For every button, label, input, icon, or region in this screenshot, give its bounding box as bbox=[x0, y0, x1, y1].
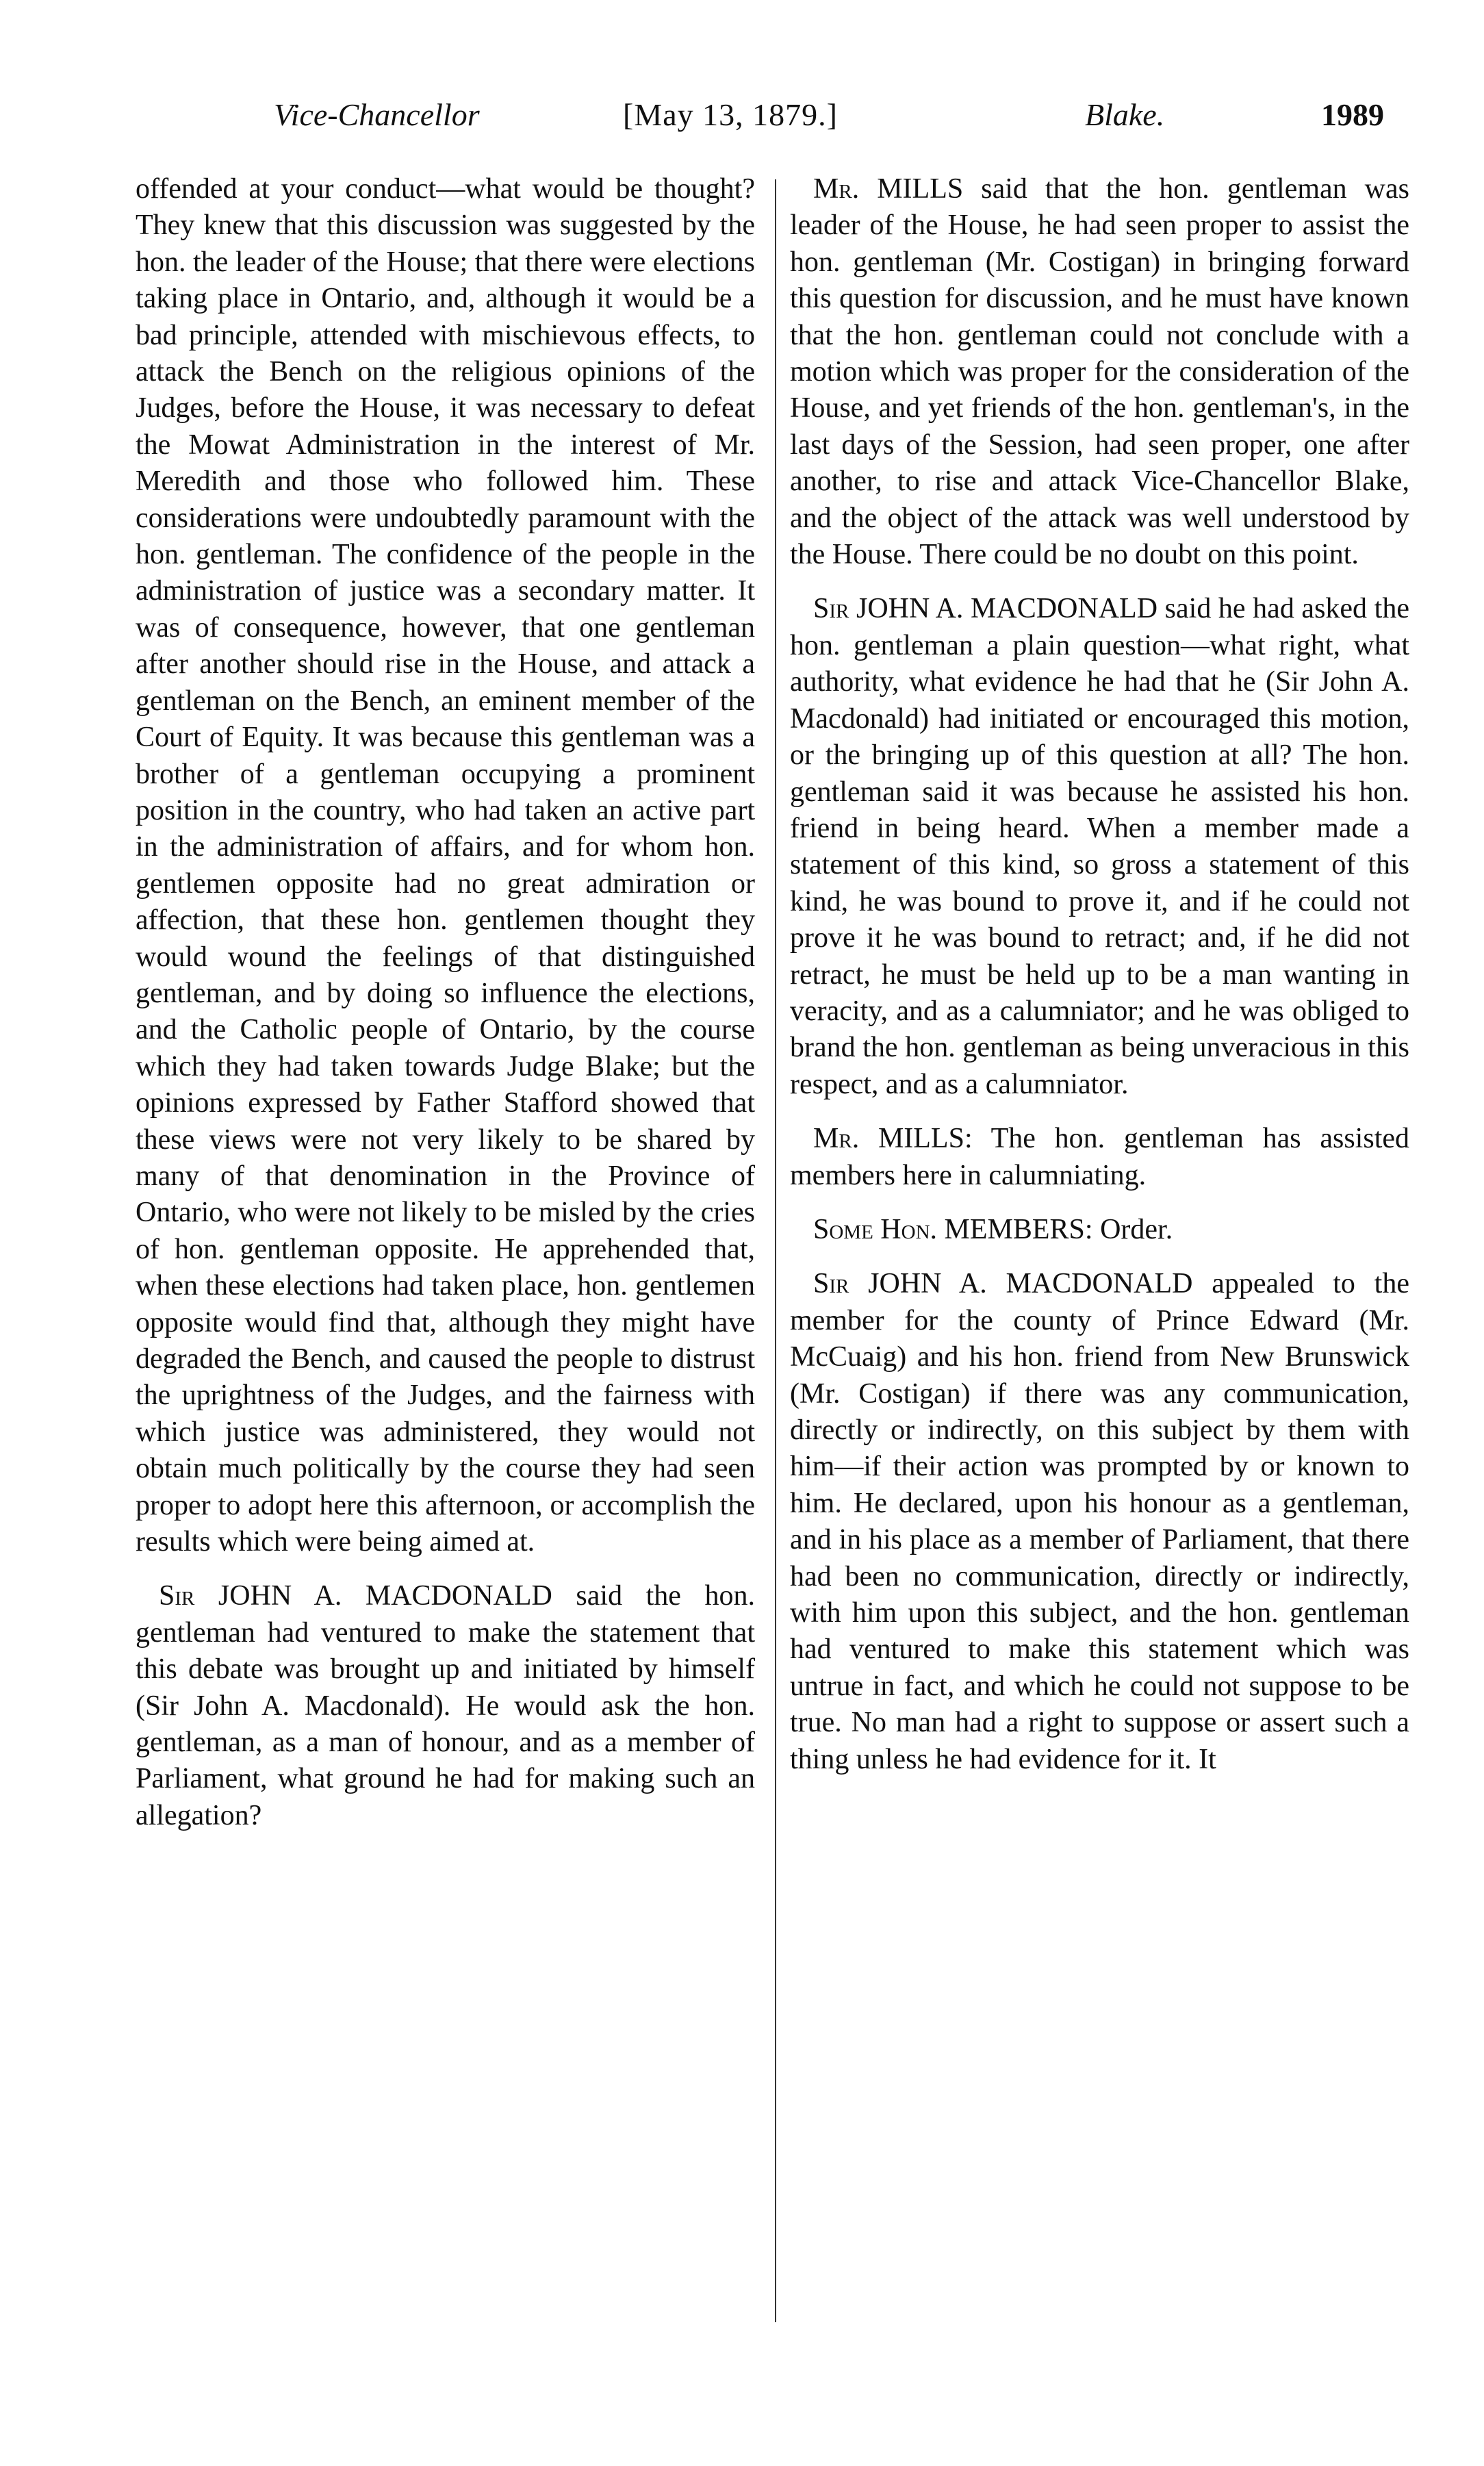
right-column bbox=[790, 171, 1409, 1778]
speaker-name: Mr. MILLS bbox=[813, 173, 964, 205]
left-column bbox=[136, 171, 755, 1834]
page-number: 1989 bbox=[1321, 97, 1384, 132]
speaker-name: Sir JOHN A. MACDONALD bbox=[159, 1580, 552, 1612]
speech-text: : Order. bbox=[1084, 1213, 1173, 1245]
header-date: [May 13, 1879.] bbox=[623, 97, 838, 132]
speech-text: : The hon. gentleman has assisted members here in calumniating. bbox=[790, 1123, 1410, 1191]
column-divider bbox=[775, 179, 776, 2322]
speech-text: said he had asked the hon. gentleman a plain question—what right, what authority, what evidence he had that he (Sir John A. Macdonald) had initiated or encouraged this motion, or the bringing up of this question at all? The hon. gentleman said it was because he assisted his hon. friend in being heard. When a member made a statement of this kind, so gross a statement of this kind, he was bound to prove it, and if he could not prove it he was bound to retract; and, if he did not retract, he must be held up to be a man wanting in veracity, and as a calumniator; and he was obliged to brand the hon. gentleman as being unveracious in this respect, and as a calumniator. bbox=[790, 593, 1409, 1100]
speech-text: appealed to the member for the county of Prince Edward (Mr. McCuaig) and his hon. friend from New Brunswick (Mr. Costigan) if there was any communication, directly or indirectly, on this subject by them with him—if their action was prompted by or known to him. He declared, upon his honour as a gentleman, and in his place as a member of Parliament, that there had been no communication, directly or indirectly, with him upon this subject, and the hon. gentleman had ventured to make this statement which was untrue in fact, and which he could not suppose to be true. No man had a right to suppose or assert such a thing unless he had evidence for it. It bbox=[790, 1268, 1409, 1775]
speech-text: said the hon. gentleman had ventured to make the statement that this debate was brought up and initiated by himself (Sir John A. Macdonald). He would ask the hon. gentleman, as a man of honour, and as a member of Parliament, what ground he had for making such an allegation? bbox=[136, 1580, 755, 1831]
paragraph-speech bbox=[790, 1121, 1409, 1194]
paragraph-speech bbox=[790, 1266, 1409, 1778]
speaker-name: Sir JOHN A. MACDONALD bbox=[813, 1268, 1193, 1300]
paragraph-continued: offended at your conduct—what would be thought? They knew that this discussion was suggested by the hon. the leader of the House; that there were elections taking place in Ontario, and, although it would be a bad principle, attended with mischievous effects, to attack the Bench on the religious opinions of the Judges, before the House, it was necessary to defeat the Mowat Administration in the interest of Mr. Meredith and those who followed him. These considerations were undoubtedly paramount with the hon. gentleman. The confidence of the people in the administration of justice was a secondary matter. It was of consequence, however, that one gentleman after another should rise in the House, and attack a gentleman on the Bench, an eminent member of the Court of Equity. It was because this gentleman was a brother of a gentleman occupying a prominent position in the country, who had taken an active part in the administration of affairs, and for whom hon. gentlemen opposite had no great admiration or affection, that these hon. gentlemen thought they would wound the feelings of that distinguished gentleman, and by doing so influence the elections, and the Catholic people of Ontario, by the course which they had taken towards Judge Blake; but the opinions expressed by Father Stafford showed that these views were not very likely to be shared by many of that denomination in the Province of Ontario, who were not likely to be misled by the cries of hon. gentleman opposite. He apprehended that, when these elections had taken place, hon. gentlemen opposite would find that, although they might have degraded the Bench, and caused the people to distrust the uprightness of the Judges, and the fairness with which justice was administered, they would not obtain much politically by the course they had seen proper to adopt here this afternoon, or accomplish the results which were being aimed at. bbox=[136, 173, 755, 1558]
speaker-name: Mr. MILLS bbox=[813, 1123, 964, 1155]
speech-text: said that the hon. gentleman was leader of the House, he had seen proper to assist the hon. gentleman (Mr. Costigan) in bringing forward this question for discussion, and he must have known that the hon. gentleman could not conclude with a motion which was proper for the consideration of the House, and yet friends of the hon. gentleman's, in the last days of the Session, had seen proper, one after another, to rise and attack Vice-Chancellor Blake, and the object of the attack was well understood by the House. There could be no doubt on this point. bbox=[790, 173, 1409, 571]
paragraph-speech bbox=[790, 591, 1409, 1103]
paragraph-speech bbox=[136, 1578, 755, 1834]
speaker-name: Sir JOHN A. MACDONALD bbox=[813, 593, 1158, 625]
header-section-title: Vice-Chancellor bbox=[274, 97, 480, 132]
paragraph-speech bbox=[790, 171, 1409, 573]
speaker-name: Some Hon. MEMBERS bbox=[813, 1213, 1085, 1245]
header-subject: Blake. bbox=[1085, 97, 1165, 132]
running-header bbox=[260, 90, 1424, 145]
paragraph-speech bbox=[790, 1212, 1409, 1248]
